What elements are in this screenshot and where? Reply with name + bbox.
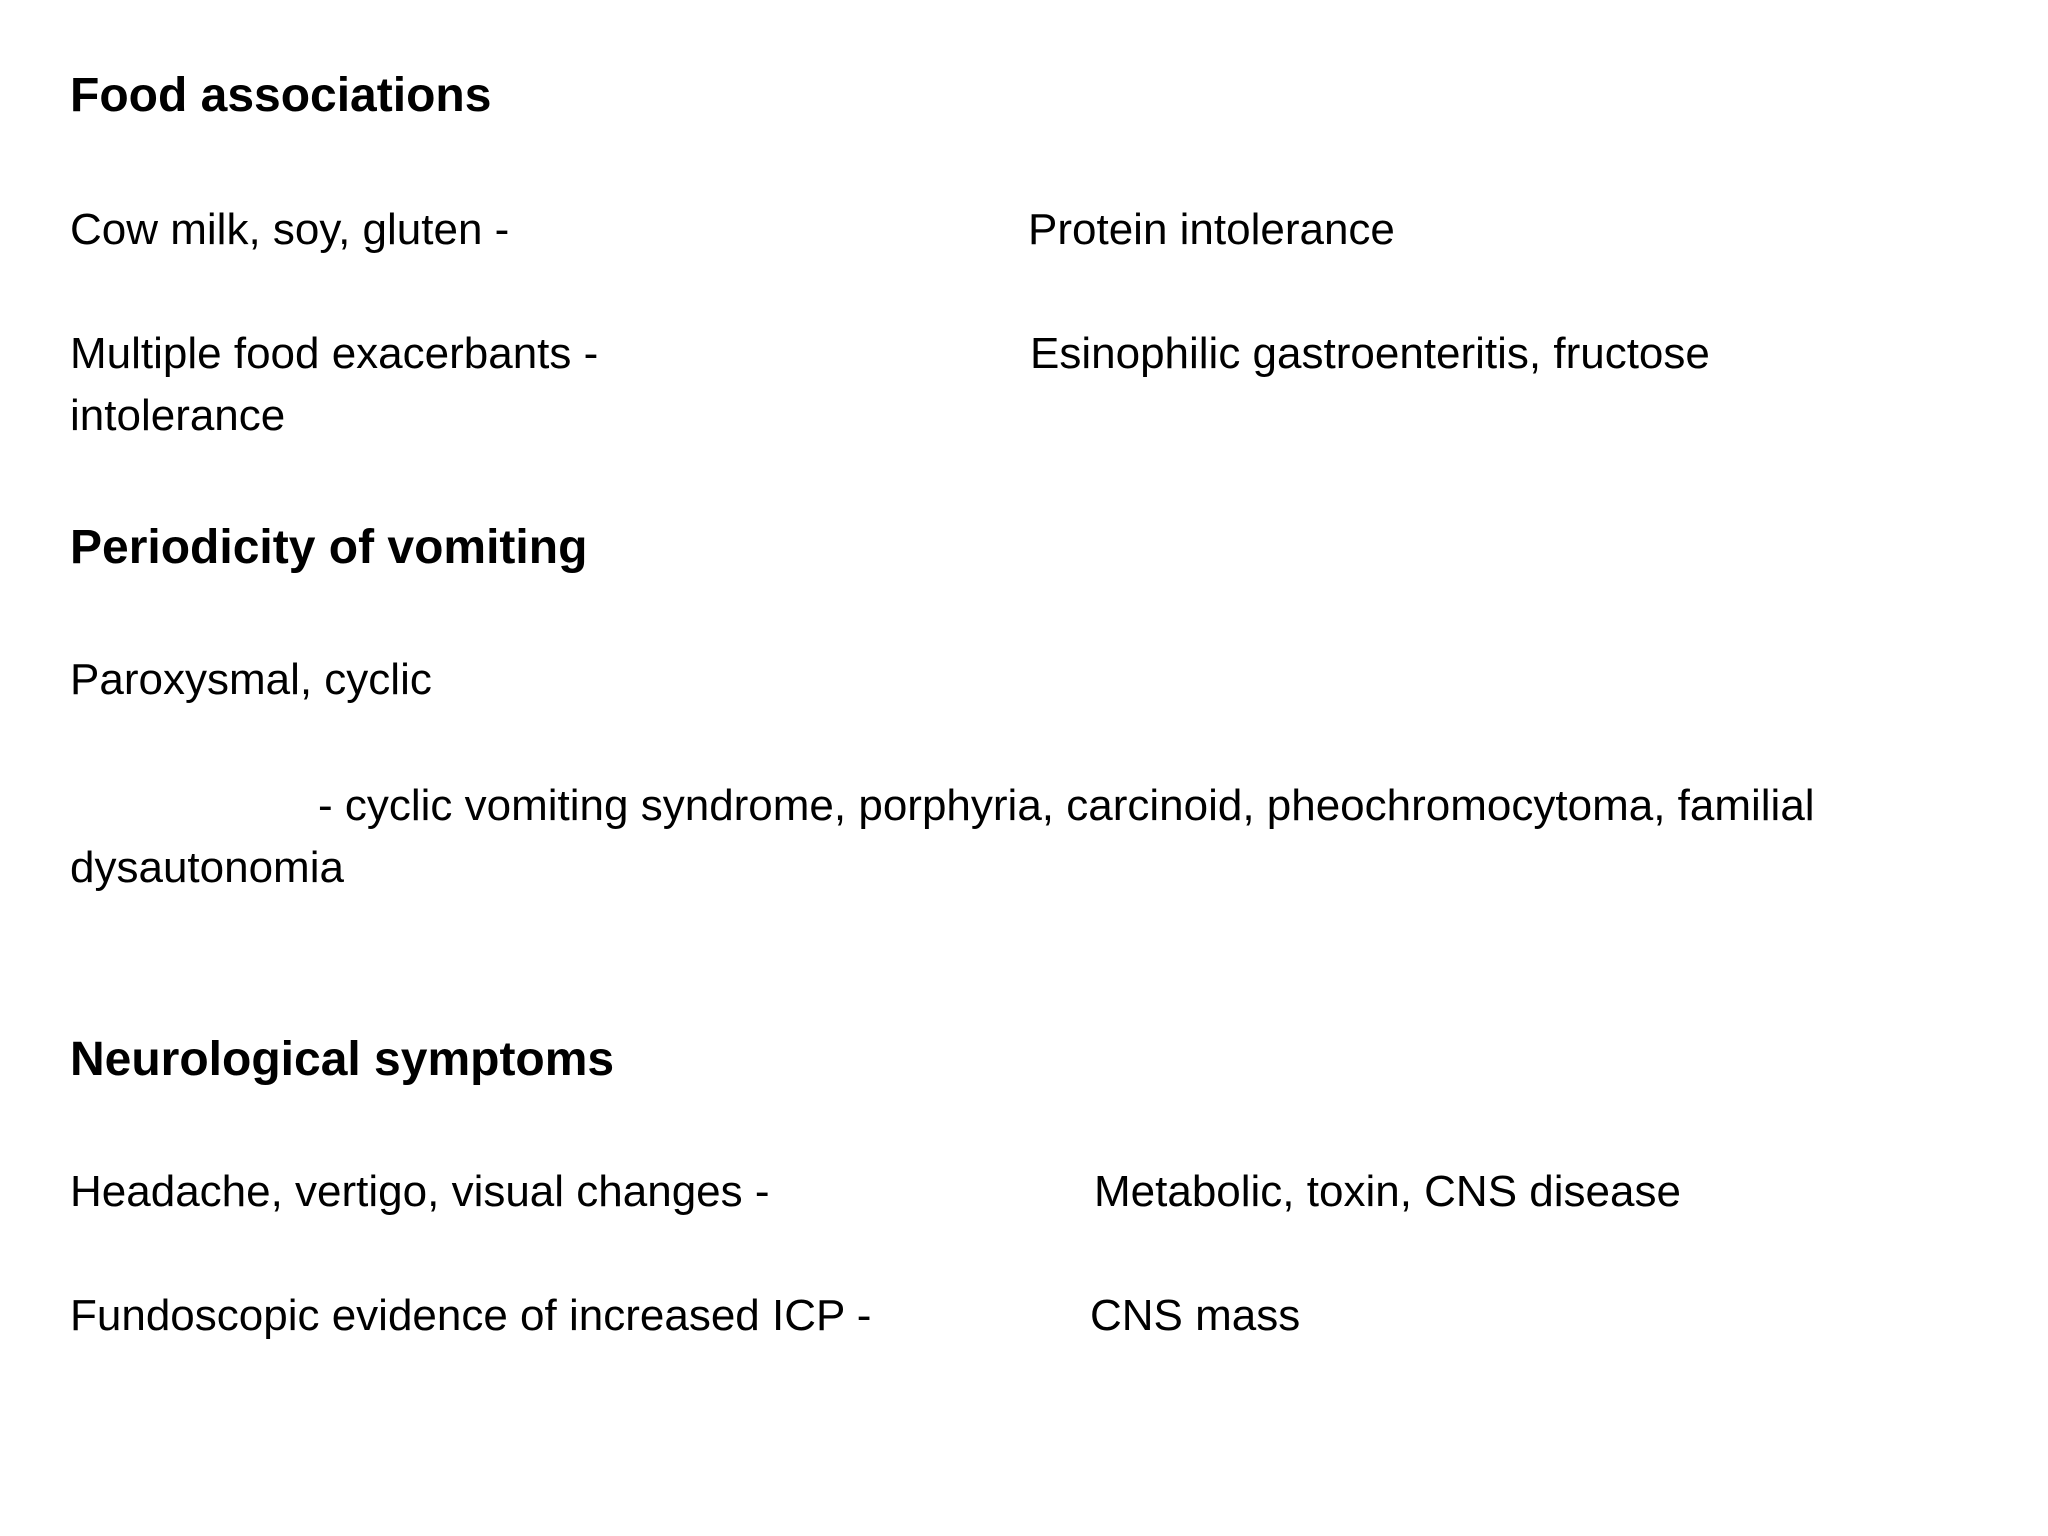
food-cause-1: Cow milk, soy, gluten - bbox=[70, 205, 510, 254]
food-diagnosis-1: Protein intolerance bbox=[1028, 205, 1395, 254]
section-heading-food-associations: Food associations bbox=[70, 69, 492, 122]
periodicity-diagnosis-line-1: - cyclic vomiting syndrome, porphyria, carcinoid, pheochromocytoma, familial bbox=[318, 781, 1815, 830]
food-cause-2: Multiple food exacerbants - bbox=[70, 329, 599, 378]
food-diagnosis-2-continuation: intolerance bbox=[70, 391, 286, 440]
neuro-diagnosis-1: Metabolic, toxin, CNS disease bbox=[1094, 1167, 1681, 1216]
food-diagnosis-2: Esinophilic gastroenteritis, fructose bbox=[1030, 329, 1710, 378]
periodicity-pattern: Paroxysmal, cyclic bbox=[70, 655, 432, 704]
neuro-diagnosis-2: CNS mass bbox=[1090, 1291, 1301, 1340]
periodicity-diagnosis-line-2: dysautonomia bbox=[70, 843, 344, 892]
section-heading-neurological: Neurological symptoms bbox=[70, 1033, 615, 1086]
neuro-cause-1: Headache, vertigo, visual changes - bbox=[70, 1167, 770, 1216]
section-heading-periodicity: Periodicity of vomiting bbox=[70, 521, 588, 574]
neuro-cause-2: Fundoscopic evidence of increased ICP - bbox=[70, 1291, 872, 1340]
